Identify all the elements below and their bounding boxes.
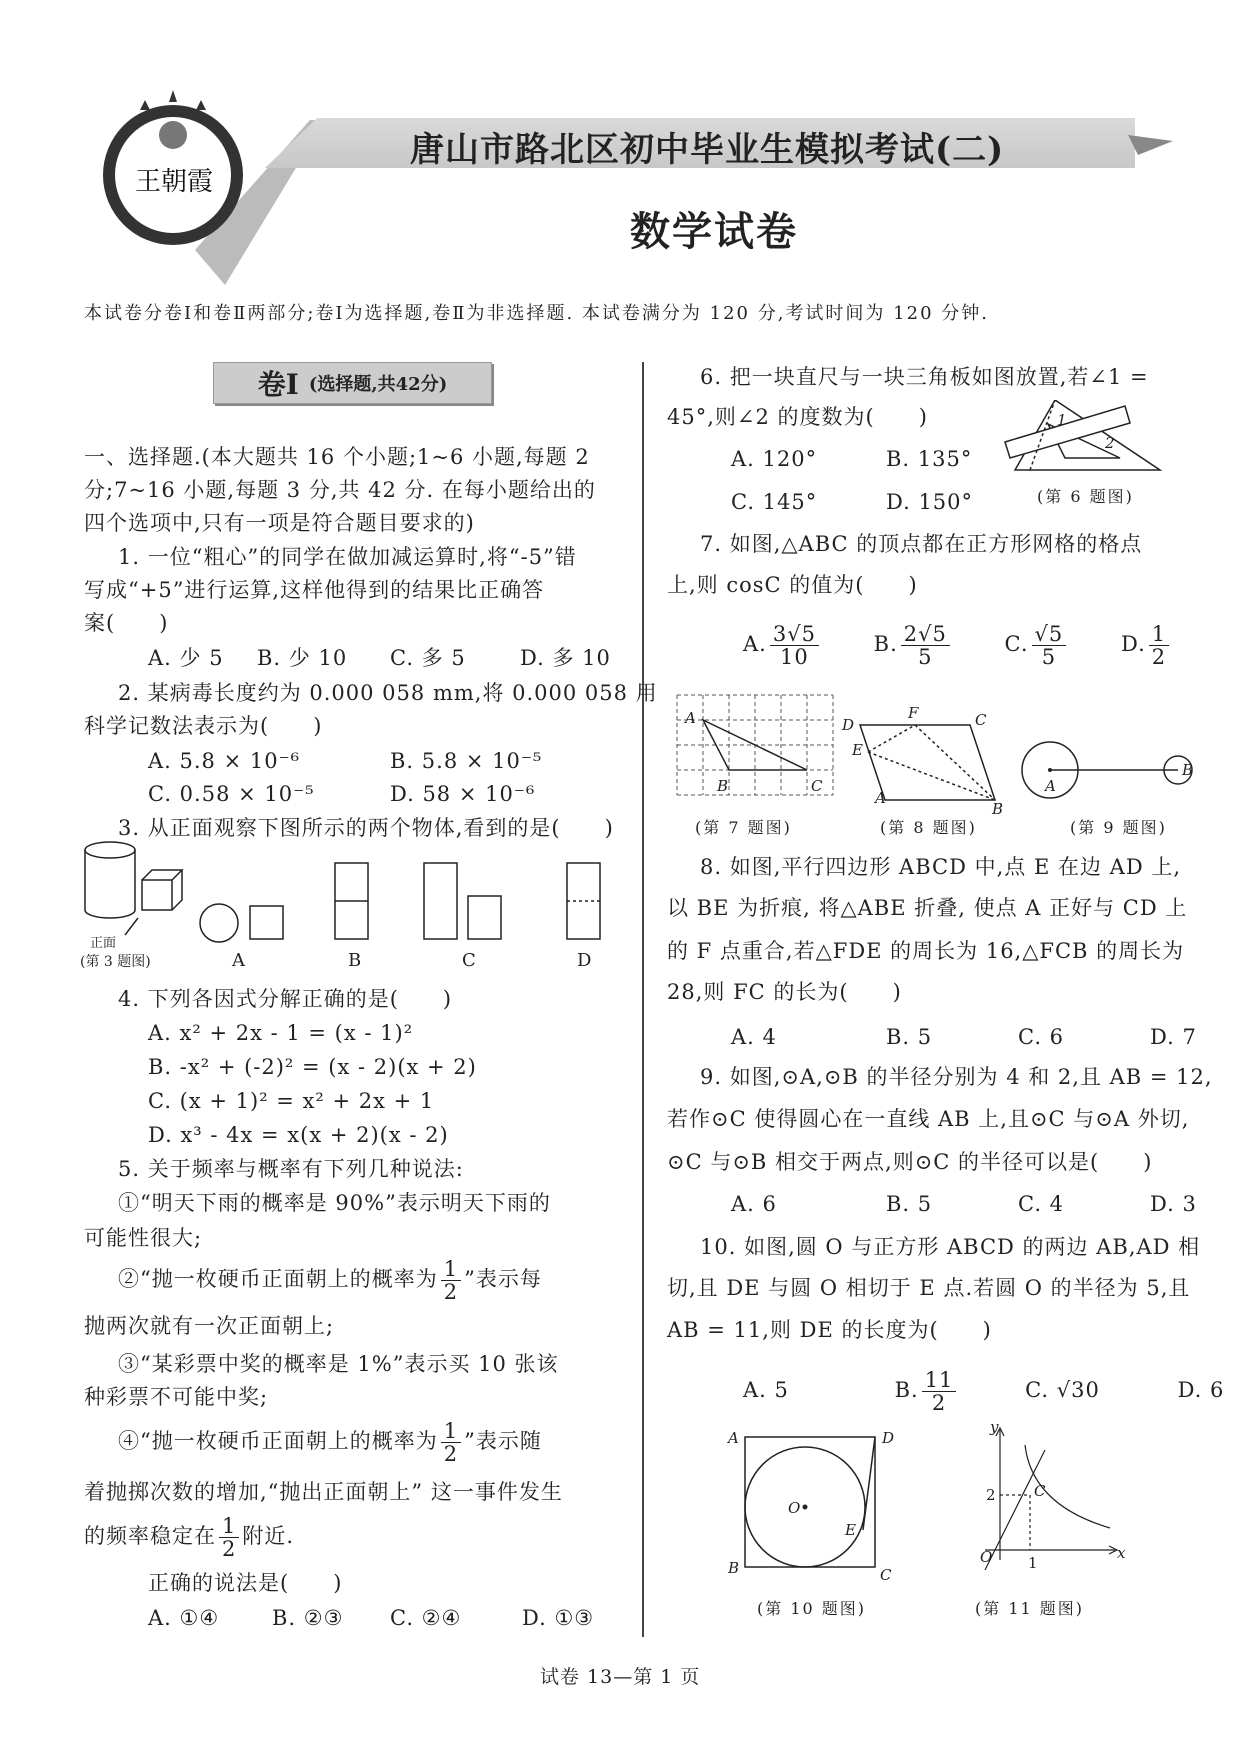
q1-text: 案( )	[84, 611, 169, 635]
svg-text:D: D	[842, 716, 855, 734]
denominator: 5	[918, 645, 933, 669]
svg-text:B: B	[992, 800, 1004, 815]
q5-text: 抛两次就有一次正面朝上;	[84, 1314, 335, 1338]
denominator: 2	[1151, 645, 1167, 669]
svg-text:正面: 正面	[90, 936, 117, 951]
q5-text-part: ④“抛一枚硬币正面朝上的概率为	[118, 1429, 438, 1453]
q9-text: 9. 如图,⊙A,⊙B 的半径分别为 4 和 2,且 AB = 12,	[700, 1065, 1213, 1089]
q2-text: 2. 某病毒长度约为 0.000 058 mm,将 0.000 058 用	[118, 681, 658, 705]
exam-intro: 本试卷分卷Ⅰ和卷Ⅱ两部分;卷Ⅰ为选择题,卷Ⅱ为非选择题. 本试卷满分为 120 分,考试时间为 120 分钟.	[84, 303, 989, 324]
svg-text:B: B	[348, 950, 362, 971]
q7-option-letter: B.	[873, 632, 898, 656]
q7-options	[743, 623, 1172, 668]
q2-option: C. 0.58 × 10⁻⁵	[148, 782, 315, 806]
q9-text: 若作⊙C 使得圆心在一直线 AB 上,且⊙C 与⊙A 外切,	[667, 1107, 1190, 1131]
svg-text:C: C	[975, 711, 987, 729]
q2-option: D. 58 × 10⁻⁶	[390, 782, 536, 806]
q8-text: 28,则 FC 的长为( )	[667, 980, 902, 1004]
q10-option-letter: B.	[894, 1378, 919, 1402]
q1-option: A. 少 5	[148, 646, 224, 670]
q2-option: B. 5.8 × 10⁻⁵	[390, 749, 543, 773]
q8-option: D. 7	[1150, 1025, 1197, 1049]
q1-option: D. 多 10	[520, 646, 611, 670]
q9-option: B. 5	[886, 1192, 933, 1216]
q6-option: D. 150°	[886, 490, 974, 514]
q10-option-c: C. √30	[1025, 1378, 1100, 1402]
q7-option-letter: A.	[743, 632, 767, 656]
q8-figure	[840, 700, 1020, 815]
q5-option: C. ②④	[390, 1606, 462, 1630]
numerator: 1	[441, 1420, 461, 1443]
q8-text: 8. 如图,平行四边形 ABCD 中,点 E 在边 AD 上,	[700, 855, 1182, 879]
q5-text: ③“某彩票中奖的概率是 1%”表示买 10 张该	[118, 1352, 559, 1376]
q6-option: A. 120°	[731, 447, 818, 471]
q5-text: 5. 关于频率与概率有下列几种说法:	[118, 1157, 464, 1181]
q10-option-d: D. 6	[1177, 1378, 1225, 1402]
svg-text:王朝霞: 王朝霞	[135, 167, 214, 197]
svg-text:A: A	[1045, 777, 1056, 795]
svg-text:B: B	[1182, 761, 1194, 779]
denominator: 2	[931, 1391, 947, 1415]
svg-text:x: x	[1117, 1544, 1126, 1562]
q1-text: 写成“+5”进行运算,这样他得到的结果比正确答	[84, 578, 545, 602]
svg-text:2: 2	[986, 1486, 996, 1504]
q5-text-part: ”表示随	[464, 1429, 542, 1453]
section-heading: 分;7~16 小题,每题 3 分,共 42 分. 在每小题给出的	[84, 478, 596, 502]
q5-text: ①“明天下雨的概率是 90%”表示明天下雨的	[118, 1191, 551, 1215]
q3-figure	[80, 840, 640, 980]
q10-text: AB = 11,则 DE 的长度为( )	[667, 1318, 992, 1342]
volume-note: (选择题,共42分)	[308, 374, 448, 395]
volume-label: 卷Ⅰ	[257, 368, 299, 401]
q6-text: 6. 把一块直尺与一块三角板如图放置,若∠1 =	[700, 365, 1149, 389]
q11-figure	[970, 1420, 1130, 1580]
q5-text-part: ②“抛一枚硬币正面朝上的概率为	[118, 1267, 438, 1291]
denominator: 5	[1041, 645, 1057, 669]
q2-option: A. 5.8 × 10⁻⁶	[148, 749, 301, 773]
q5-option: D. ①③	[522, 1606, 595, 1630]
q5-text	[84, 1515, 294, 1560]
q1-option: C. 多 5	[390, 646, 466, 670]
q8-text: 以 BE 为折痕, 将△ABE 折叠, 使点 A 正好与 CD 上	[667, 896, 1188, 920]
q8-text: 的 F 点重合,若△FDE 的周长为 16,△FCB 的周长为	[667, 939, 1185, 963]
svg-text:y: y	[990, 1420, 999, 1436]
numerator: 3√5	[770, 623, 819, 646]
q7-option-d	[1149, 623, 1169, 668]
numerator: 2√5	[901, 623, 950, 646]
q7-option-c	[1032, 623, 1067, 668]
q6-option: C. 145°	[731, 490, 818, 514]
exam-title: 唐山市路北区初中毕业生模拟考试(二)	[410, 130, 1005, 170]
q6-option: B. 135°	[886, 447, 973, 471]
q3-text: 3. 从正面观察下图所示的两个物体,看到的是( )	[118, 816, 614, 840]
numerator: 1	[441, 1258, 461, 1281]
q7-option-letter: D.	[1120, 632, 1146, 656]
q5-text: 正确的说法是( )	[148, 1571, 343, 1595]
q7-option-b	[901, 623, 950, 668]
section-heading: 四个选项中,只有一项是符合题目要求的)	[84, 511, 475, 535]
banner-fold	[1128, 135, 1173, 155]
q9-figure	[1020, 730, 1220, 810]
fraction-half	[441, 1258, 461, 1303]
q7-text: 7. 如图,△ABC 的顶点都在正方形网格的格点	[700, 532, 1143, 556]
svg-text:A: A	[875, 789, 886, 807]
svg-text:1: 1	[1028, 1554, 1038, 1572]
svg-text:C: C	[1034, 1482, 1046, 1500]
q8-option: B. 5	[886, 1025, 933, 1049]
q8-caption: (第 8 题图)	[880, 818, 977, 837]
svg-text:A: A	[728, 1429, 739, 1447]
q10-options	[743, 1369, 1224, 1414]
denominator: 2	[222, 1537, 237, 1561]
q6-caption: (第 6 题图)	[1037, 487, 1134, 506]
svg-text:O: O	[788, 1499, 801, 1517]
svg-text:2: 2	[1105, 434, 1115, 452]
svg-text:E: E	[852, 741, 863, 759]
svg-text:B: B	[717, 777, 729, 795]
q7-caption: (第 7 题图)	[695, 818, 792, 837]
q9-option: C. 4	[1018, 1192, 1065, 1216]
q5-option: B. ②③	[272, 1606, 344, 1630]
svg-text:E: E	[845, 1521, 856, 1539]
q8-option: A. 4	[731, 1025, 777, 1049]
page-footer: 试卷 13—第 1 页	[540, 1666, 701, 1688]
q4-option: C. (x + 1)² = x² + 2x + 1	[148, 1089, 435, 1113]
q7-option-a	[770, 623, 819, 668]
exam-subtitle: 数学试卷	[630, 209, 798, 255]
q4-option: B. -x² + (-2)² = (x - 2)(x + 2)	[148, 1055, 477, 1079]
q5-text-part: 的频率稳定在	[84, 1524, 216, 1548]
q5-text: 可能性很大;	[84, 1226, 203, 1250]
q5-text	[118, 1258, 542, 1303]
svg-text:C: C	[811, 777, 823, 795]
q10-caption: (第 10 题图)	[757, 1599, 867, 1618]
q5-text-part: 附近.	[242, 1524, 295, 1548]
logo-emblem	[95, 80, 335, 300]
q10-text: 切,且 DE 与圆 O 相切于 E 点.若圆 O 的半径为 5,且	[667, 1276, 1191, 1300]
q7-figure	[675, 693, 835, 803]
fraction-half	[441, 1420, 461, 1465]
q5-text	[118, 1420, 542, 1465]
column-divider	[642, 362, 644, 1637]
svg-text:C: C	[462, 950, 476, 971]
svg-text:C: C	[880, 1566, 892, 1584]
svg-text:1: 1	[1057, 411, 1067, 429]
svg-text:D: D	[577, 950, 592, 971]
q6-text: 45°,则∠2 的度数为( )	[667, 405, 928, 429]
q6-figure	[1000, 400, 1170, 475]
denominator: 2	[443, 1442, 459, 1466]
svg-text:B: B	[728, 1559, 740, 1577]
q7-option-letter: C.	[1004, 632, 1029, 656]
q5-text: 种彩票不可能中奖;	[84, 1385, 269, 1409]
q4-option: A. x² + 2x - 1 = (x - 1)²	[148, 1021, 414, 1045]
q10-option-a: A. 5	[743, 1378, 789, 1402]
q9-caption: (第 9 题图)	[1070, 818, 1167, 837]
svg-text:A: A	[232, 950, 245, 971]
q5-option: A. ①④	[148, 1606, 220, 1630]
volume-heading	[213, 362, 492, 404]
fraction-half	[219, 1515, 239, 1560]
q10-figure	[720, 1425, 900, 1585]
q1-text: 1. 一位“粗心”的同学在做加减运算时,将“-5”错	[118, 545, 577, 569]
numerator: 1	[1149, 623, 1169, 646]
q5-text: 着抛掷次数的增加,“抛出正面朝上” 这一事件发生	[84, 1480, 563, 1504]
q9-option: A. 6	[731, 1192, 777, 1216]
numerator: 11	[922, 1369, 957, 1392]
svg-text:O: O	[980, 1548, 993, 1566]
svg-text:D: D	[882, 1429, 895, 1447]
q9-text: ⊙C 与⊙B 相交于两点,则⊙C 的半径可以是( )	[667, 1150, 1153, 1174]
svg-text:A: A	[685, 709, 696, 727]
svg-text:F: F	[908, 704, 919, 722]
q7-text: 上,则 cosC 的值为( )	[667, 573, 918, 597]
numerator: √5	[1032, 623, 1067, 646]
numerator: 1	[219, 1515, 239, 1538]
q4-option: D. x³ - 4x = x(x + 2)(x - 2)	[148, 1123, 449, 1147]
svg-text:(第 3 题图): (第 3 题图)	[80, 954, 151, 970]
q9-option: D. 3	[1150, 1192, 1197, 1216]
section-heading: 一、选择题.(本大题共 16 个小题;1~6 小题,每题 2	[84, 445, 590, 469]
q2-text: 科学记数法表示为( )	[84, 714, 323, 738]
q11-caption: (第 11 题图)	[975, 1599, 1085, 1618]
q5-text-part: ”表示每	[464, 1267, 542, 1291]
q8-option: C. 6	[1018, 1025, 1065, 1049]
denominator: 2	[443, 1280, 459, 1304]
q10-text: 10. 如图,圆 O 与正方形 ABCD 的两边 AB,AD 相	[700, 1235, 1201, 1259]
q4-text: 4. 下列各因式分解正确的是( )	[118, 987, 453, 1011]
q10-option-b	[922, 1369, 957, 1414]
q1-option: B. 少 10	[257, 646, 348, 670]
denominator: 10	[780, 645, 809, 669]
